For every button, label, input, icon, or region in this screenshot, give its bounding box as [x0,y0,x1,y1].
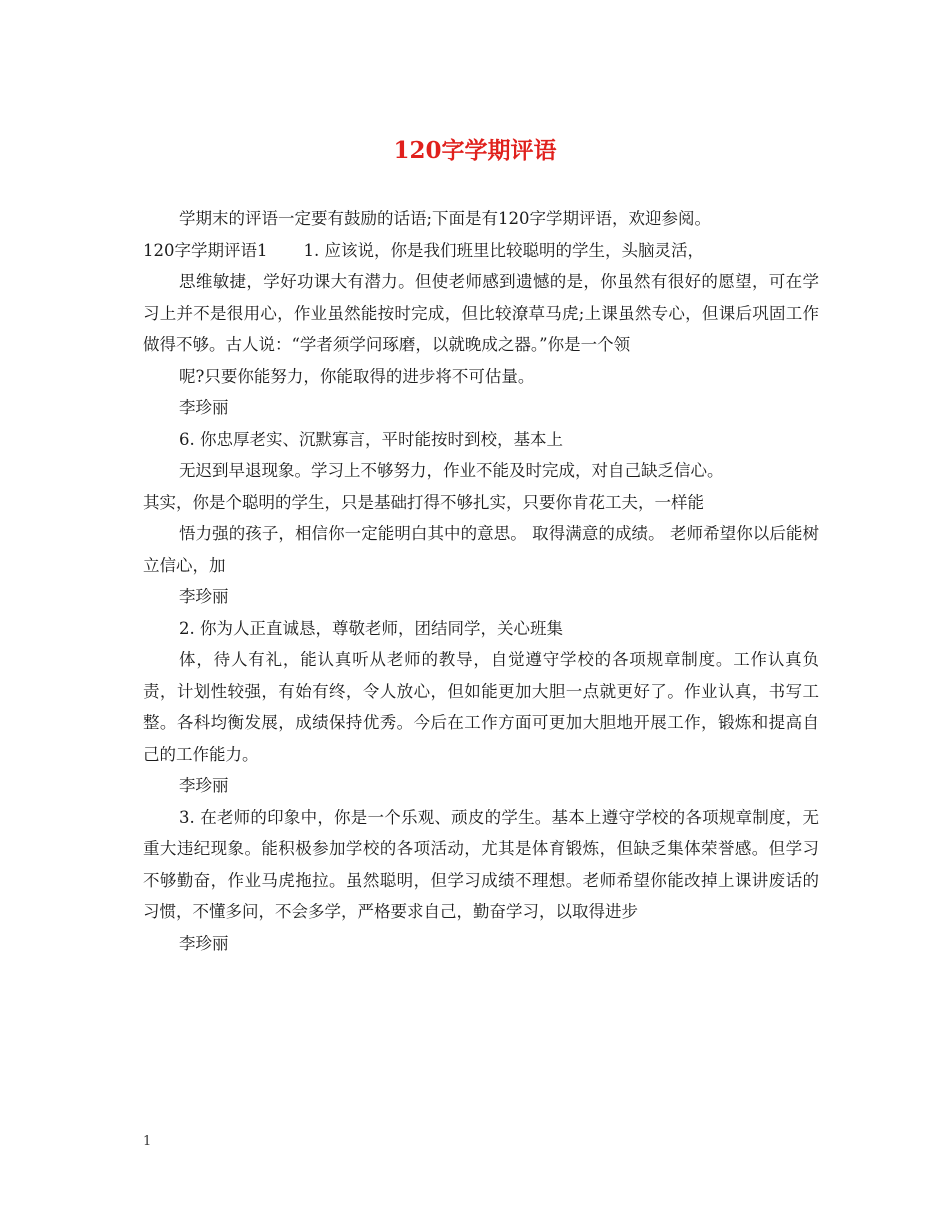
comment-6-paragraph: 无迟到早退现象。学习上不够努力，作业不能及时完成，对自己缺乏信心。 [179,461,724,480]
signature: 李珍丽 [179,933,229,953]
comment-6-first-line: 6. 你忠厚老实、沉默寡言，平时能按时到校，基本上 [179,429,563,449]
signature: 李珍丽 [179,776,229,795]
document-body [143,203,819,959]
page-number: 1 [143,1134,152,1149]
document-title: 120字学期评语 [393,137,557,164]
signature: 李珍丽 [179,398,229,417]
comment-2-first-line: 2. 你为人正直诚恳，尊敬老师，团结同学，关心班集 [179,618,563,638]
signature: 李珍丽 [179,587,229,606]
comment-1-ending: 呢?只要你能努力，你能取得的进步将不可估量。 [179,366,535,386]
comment-1-first-line: 1. 应该说，你是我们班里比较聪明的学生，头脑灵活， [303,240,704,260]
section-heading: 120字学期评语1 [143,240,268,260]
section-line [143,235,819,267]
comment-3-paragraph: 3. 在老师的印象中，你是一个乐观、顽皮的学生。基本上遵守学校的各项规章制度，无重大违纪现象。能积极参加学校的各项活动，尤其是体育锻炼，但缺乏集体荣誉感。但学习不够勤奋，作业马虎拖拉。虽然聪明，但学习成绩不理想。老师希望你能改掉上课讲废话的习惯，不懂多问，不会多学，严格要求自己，勤奋学习，以取得进步 [143,807,819,921]
comment-6-ending: 悟力强的孩子，相信你一定能明白其中的意思。 取得满意的成绩。 老师希望你以后能树立信心，加 [143,524,819,575]
comment-2-paragraph: 体，待人有礼，能认真听从老师的教导，自觉遵守学校的各项规章制度。工作认真负责，计划性较强，有始有终，令人放心，但如能更加大胆一点就更好了。作业认真，书写工整。各科均衡发展，成绩保持优秀。今后在工作方面可更加大胆地开展工作，锻炼和提高自己的工作能力。 [143,650,819,764]
comment-1-paragraph: 思维敏捷，学好功课大有潜力。但使老师感到遗憾的是，你虽然有很好的愿望，可在学习上并不是很用心，作业虽然能按时完成，但比较潦草马虎;上课虽然专心，但课后巩固工作做得不够。古人说：“学者须学问琢磨，以就晚成之器。”你是一个领 [143,272,819,354]
intro-paragraph: 学期末的评语一定要有鼓励的话语;下面是有120字学期评语，欢迎参阅。 [179,209,712,228]
comment-6-line: 其实，你是个聪明的学生，只是基础打得不够扎实，只要你肯花工夫，一样能 [143,492,704,512]
